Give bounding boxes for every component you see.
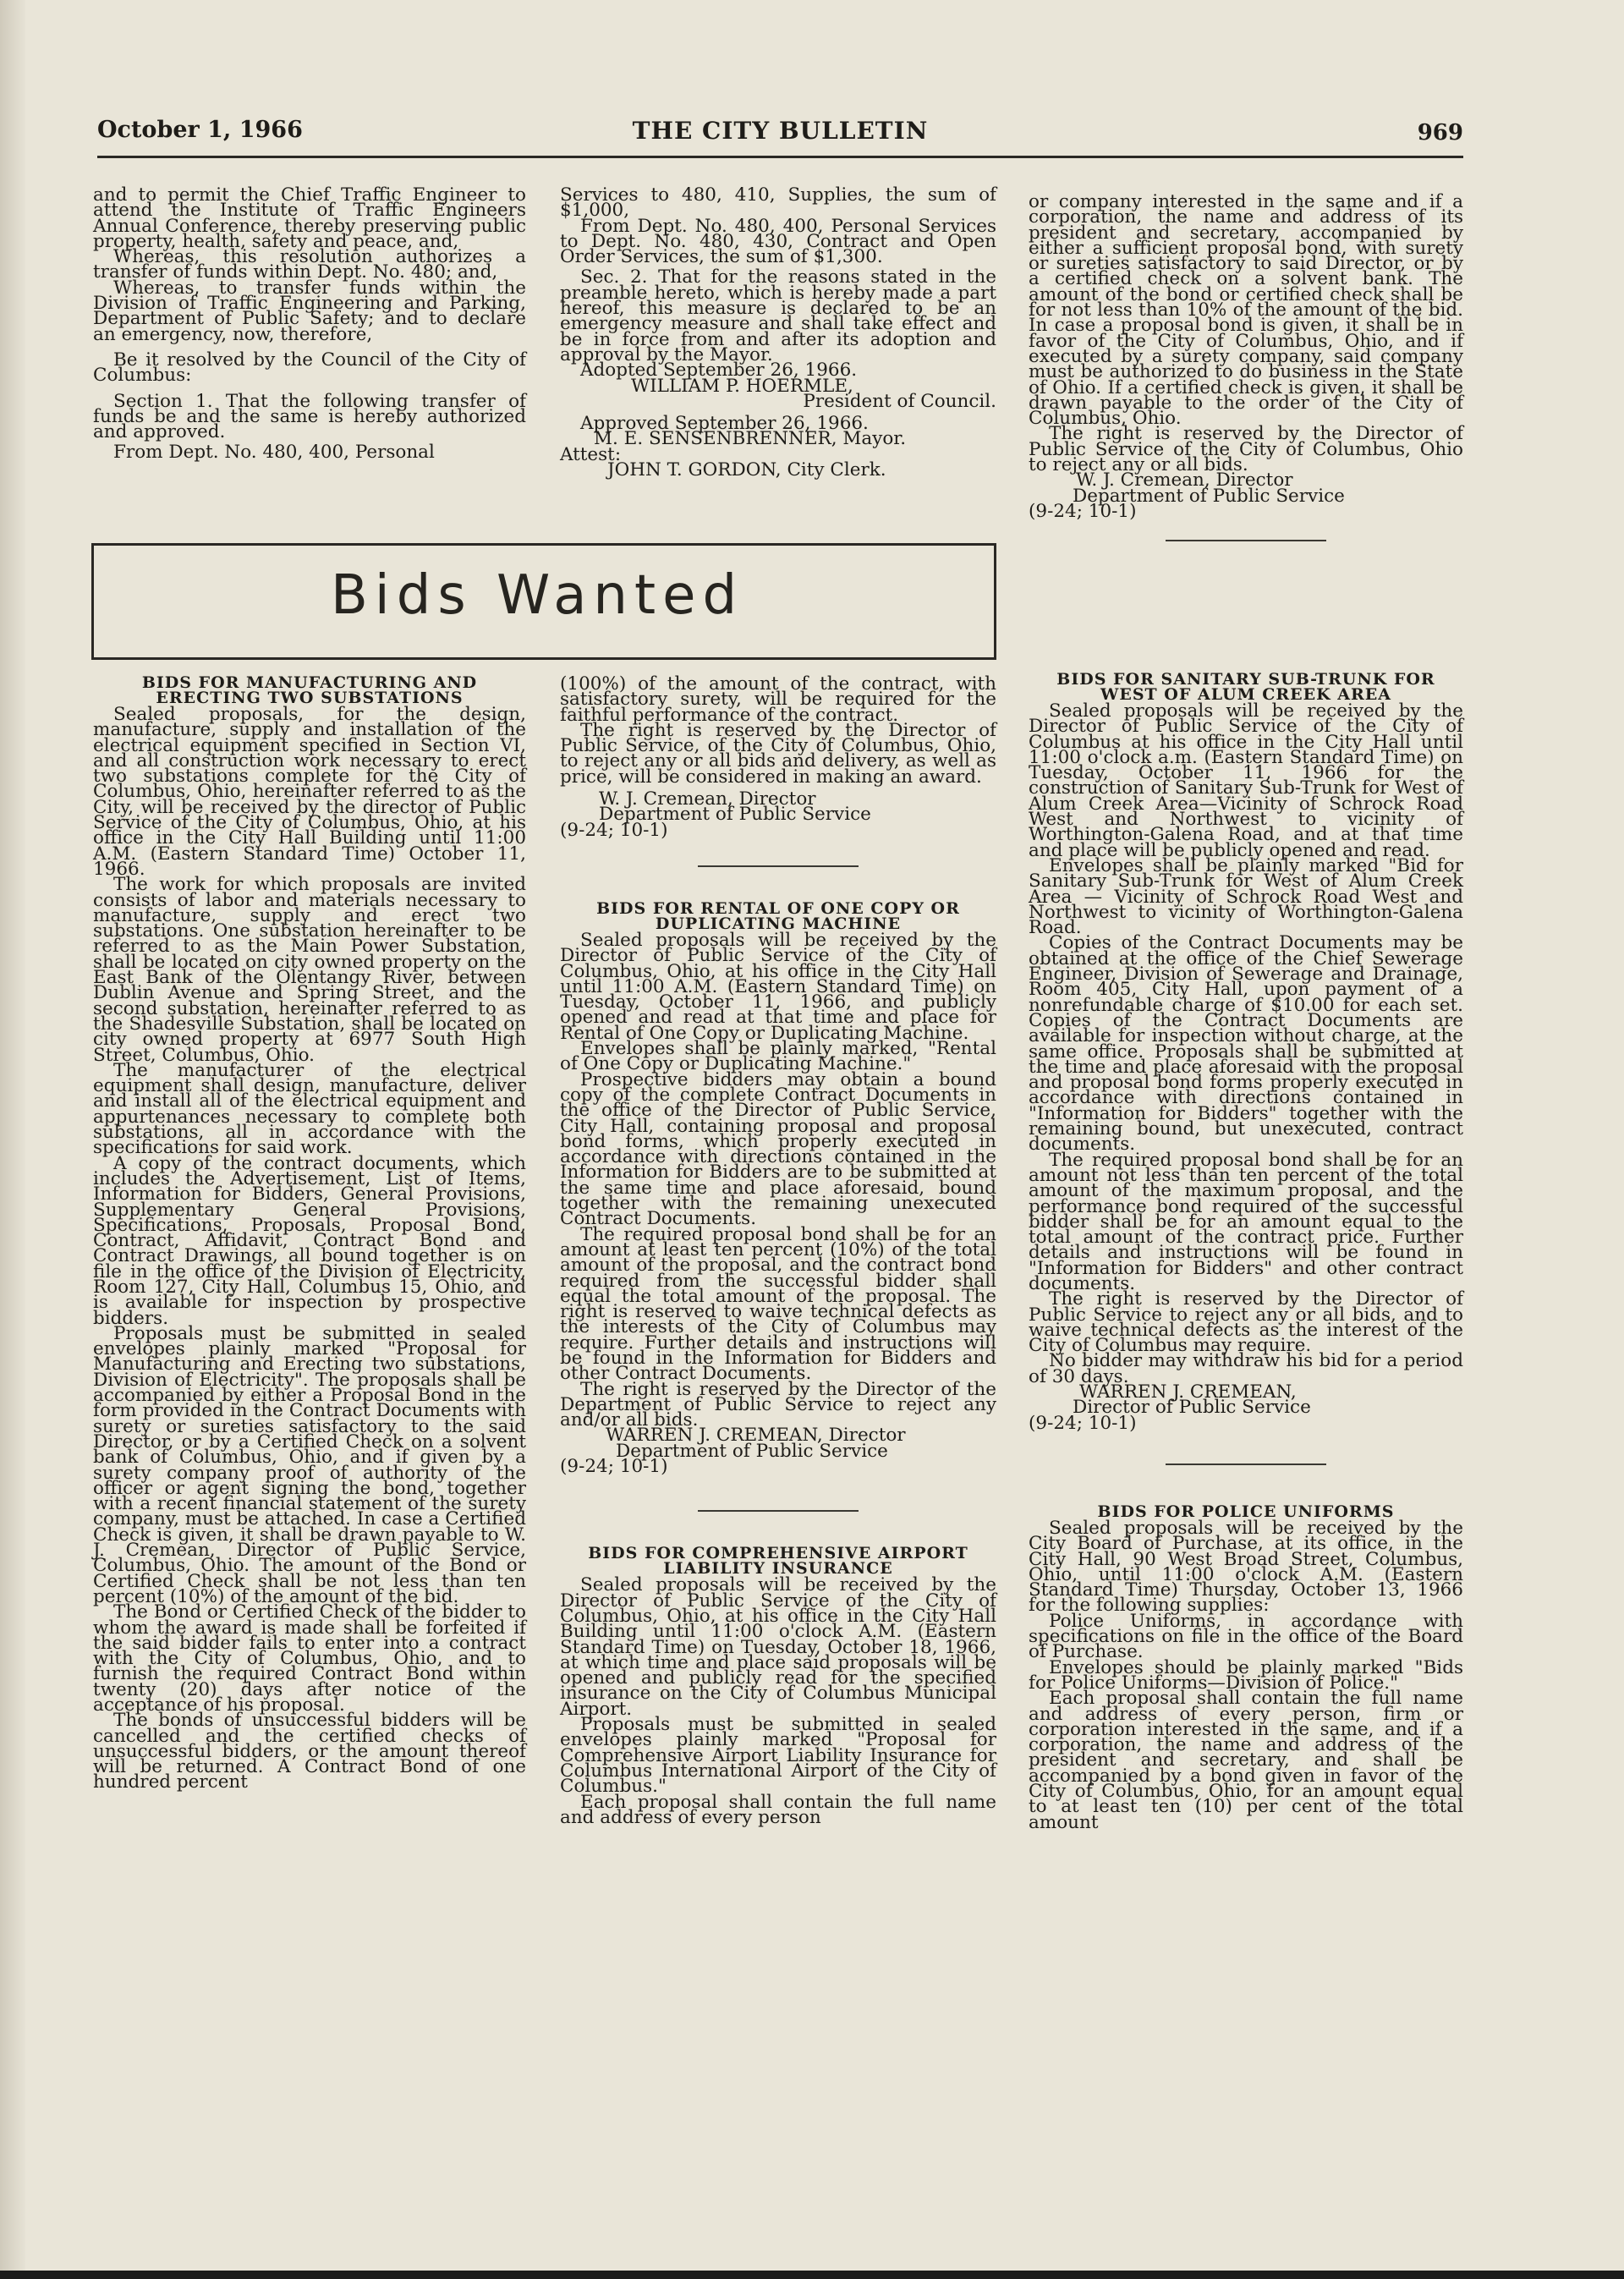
notice-heading: BIDS FOR COMPREHENSIVE AIRPORT LIABILITY INSURANCE	[588, 1544, 968, 1579]
adopted-date: Adopted September 26, 1966.	[580, 360, 858, 382]
paragraph: The right is reserved by the Director of Public Service, of the City of Columbus, Ohio, to reject any or all bids and delivery, as well as price, will be considered in making an award.	[560, 719, 996, 788]
paragraph: Proposals must be submitted in sealed envelopes plainly marked "Proposal for Manufacturing and Erecting two substations, Division of Electricity". The proposals shall be accompanied by either a Proposal Bond in the form provided in the Contract Documents with surety or sureties satisfactory to the said Director, or by a Certified Check on a solvent bank of Columbus, Ohio, and if given by a surety company proof of authority of the officer or agent signing the bond, together with a recent financial statement of the surety company, must be attached. In case a Certified Check is given, it shall be drawn payable to W. J. Cremean, Director of Public Service, Columbus, Ohio. The amount of the Bond or Certified Check shall be not less than ten percent (10%) of the amount of the bid.	[93, 1322, 526, 1607]
section-separator	[698, 865, 859, 867]
issue-date: October 1, 1966	[97, 117, 303, 143]
paragraph: or company interested in the same and if a corporation, the name and address of its president and secretary, accompanied by either a sufficient proposal bond, with surety or sureties satisfactory to said Director, or by a certified check on a solvent bank. The amount of the bond or certified check shall be for not less than 10% of the amount of the bid. In case a proposal bond is given, it shall be in favor of the City of Columbus, Ohio, and if executed by a surety company, said company must be authorized to do business in the State of Ohio. If a certified check is given, it shall be drawn payable to the order of the City of Columbus, Ohio.	[1029, 191, 1463, 430]
signature-title: Department of Public Service	[616, 1440, 888, 1462]
paragraph: The right is reserved by the Director of Public Service to reject any or all bids, and to waive technical defects as the interest of the City of Columbus may require.	[1029, 1288, 1463, 1357]
signature-title: President of Council.	[803, 390, 996, 412]
top-right-column	[1029, 191, 1463, 563]
paragraph: The right is reserved by the Director of Public Service of the City of Columbus, Ohio to reject any or all bids.	[1029, 423, 1463, 476]
paragraph: Sealed proposals will be received by the Director of Public Service of the City of Columbus, Ohio, at his office in the City Hall Building until 11:00 o'clock A.M. (Eastern Standard Time) on Tuesday, October 18, 1966, at which time and place said proposals will be opened and publicly read for the specified insurance on the City of Columbus Municipal Airport.	[560, 1574, 996, 1720]
ordinance-column-2	[560, 184, 996, 481]
paragraph: Copies of the Contract Documents may be obtained at the office of the Chief Sewerage Engineer, Division of Sewerage and Drainage, Room 405, City Hall, upon payment of a nonrefundable charge of $10.00 for each set. Copies of the Contract Documents are available for inspection without charge, at the same office. Proposals shall be submitted at the time and place aforesaid with the proposal and proposal bond forms properly executed in accordance with directions contained in "Information for Bidders" together with the remaining bound, but unexecuted, contract documents.	[1029, 932, 1463, 1156]
scan-bottom-edge	[0, 2271, 1624, 2279]
middle-column	[560, 673, 996, 1828]
section-separator	[1166, 540, 1326, 541]
paragraph: Proposals must be submitted in sealed envelopes plainly marked "Proposal for Comprehensive Airport Liability Insurance for Columbus International Airport of the City of Columbus."	[560, 1714, 996, 1798]
page-edge-shadow	[0, 0, 25, 2279]
paragraph: The work for which proposals are invited consists of labor and materials necessary to manufacture, supply and erect two substations. One substation hereinafter to be referred to as the Main Power Substation, shall be located on city owned property on the East Bank of the Olentangy River, between Dublin Avenue and Spring Street, and the second substation, hereinafter referred to as the Shadesville Substation, shall be located on city owned property at 6977 South High Street, Columbus, Ohio.	[93, 874, 526, 1066]
paragraph: Be it resolved by the Council of the City of Columbus:	[93, 349, 526, 387]
banner-title: Bids Wanted	[331, 564, 744, 627]
mayor-signature: M. E. SENSENBRENNER, Mayor.	[594, 428, 907, 450]
paragraph: The Bond or Certified Check of the bidder to whom the award is made shall be forfeited if the said bidder fails to enter into a contract with the City of Columbus, Ohio, and to furnish the required Contract Bond within twenty (20) days after notice of the acceptance of his proposal.	[93, 1601, 526, 1716]
page-header	[97, 112, 1463, 154]
date-codes: (9-24; 10-1)	[560, 819, 668, 841]
paragraph: From Dept. No. 480, 400, Personal Services to Dept. No. 480, 430, Contract and Open Order Services, the sum of $1,300.	[560, 215, 996, 268]
paragraph: Sealed proposals will be received by the City Board of Purchase, at its office, in the City Hall, 90 West Broad Street, Columbus, Ohio, until 11:00 o'clock A.M. (Eastern Standard Time) Thursday, October 13, 1966 for the following supplies:	[1029, 1517, 1463, 1617]
date-codes: (9-24; 10-1)	[560, 1456, 668, 1478]
paragraph: Envelopes should be plainly marked "Bids for Police Uniforms—Division of Police."	[1029, 1656, 1463, 1694]
notice-heading: BIDS FOR RENTAL OF ONE COPY OR DUPLICATING MACHINE	[596, 898, 960, 933]
section-separator	[698, 1510, 859, 1512]
page-number: 969	[1417, 120, 1463, 146]
paragraph: A copy of the contract documents, which includes the Advertisement, List of Items, Information for Bidders, General Provisions, Supplementary General Provisions, Specifications, Proposals, Proposal Bond, Contract, Affidavit, Contract Bond and Contract Drawings, all bound together is on file in the office of the Division of Electricity, Room 127, City Hall, Columbus 15, Ohio, and is available for inspection by prospective bidders.	[93, 1152, 526, 1329]
paragraph: Whereas, to transfer funds within the Division of Traffic Engineering and Parking, Department of Public Safety; and to declare an emergency, now, therefore,	[93, 277, 526, 345]
paragraph: Envelopes shall be plainly marked, "Rental of One Copy or Duplicating Machine."	[560, 1038, 996, 1075]
date-codes: (9-24; 10-1)	[1029, 500, 1137, 522]
paragraph: (100%) of the amount of the contract, with satisfactory surety, will be required for the faithful performance of the contract.	[560, 673, 996, 726]
signature-title: Department of Public Service	[599, 804, 871, 826]
notice-heading: BIDS FOR POLICE UNIFORMS	[1097, 1502, 1395, 1521]
paragraph: Sec. 2. That for the reasons stated in the preamble hereto, which is hereby made a part hereof, this measure is declared to be an emergency measure and shall take effect and be in force from and after its adoption and approval by the Mayor.	[560, 266, 996, 365]
paragraph: Sealed proposals will be received by the Director of Public Service of the City of Columbus at his office in the City Hall until 11:00 o'clock a.m. (Eastern Standard Time) on Tuesday, October 11, 1966 for the construction of Sanitary Sub-Trunk for West of Alum Creek Area—Vicinity of Schrock Road West and Northwest to vicinity of Worthington-Galena Road, and at that time and place will be publicly opened and read.	[1029, 700, 1463, 861]
paragraph: and to permit the Chief Traffic Engineer to attend the Institute of Traffic Engineers Annual Conference, thereby preserving public property, health, safety and peace, and,	[93, 184, 526, 252]
clerk-signature: JOHN T. GORDON, City Clerk.	[607, 459, 886, 481]
signature-title: Department of Public Service	[1073, 485, 1345, 507]
paragraph: Prospective bidders may obtain a bound copy of the complete Contract Documents in the office of the Director of Public Service, City Hall, containing proposal and proposal bond forms, which properly executed in accordance with directions contained in the Information for Bidders are to be submitted at the same time and place aforesaid, bound together with the remaining unexecuted Contract Documents.	[560, 1068, 996, 1230]
header-rule	[97, 156, 1463, 158]
paragraph: The required proposal bond shall be for an amount not less than ten percent of the total amount of the maximum proposal, and the performance bond required of the successful bidder shall be for an amount equal to the total amount of the contract price. Further details and instructions will be found in "Information for Bidders" and other contract documents.	[1029, 1149, 1463, 1294]
signature-name: WARREN J. CREMEAN,	[1079, 1381, 1297, 1403]
paragraph: The right is reserved by the Director of the Department of Public Service to reject any and/or all bids.	[560, 1378, 996, 1431]
substations-notice	[93, 675, 526, 1791]
signature-name: WILLIAM P. HOERMLE,	[631, 375, 853, 397]
paragraph: Sealed proposals, for the design, manufacture, supply and installation of the electrical equipment specified in Section VI, and all construction work necessary to erect two substations complete for the City of Columbus, Ohio, hereinafter referred to as the City, will be received by the director of Public Service of the City of Columbus, Ohio, at his office in the City Hall Building until 11:00 A.M. (Eastern Standard Time) October 11, 1966.	[93, 704, 526, 880]
signature-title: Director of Public Service	[1073, 1397, 1311, 1419]
paragraph: The manufacturer of the electrical equipment shall design, manufacture, deliver and install all of the electrical equipment and appurtenances necessary to complete both substations, all in accordance with the specifications for said work.	[93, 1059, 526, 1159]
paragraph: The bonds of unsuccessful bidders will be cancelled and the certified checks of unsuccessful bidders, or the amount thereof will be returned. A Contract Bond of one hundred percent	[93, 1710, 526, 1793]
notice-heading: BIDS FOR SANITARY SUB-TRUNK FOR WEST OF ALUM CREEK AREA	[1056, 670, 1435, 704]
ordinance-column-1	[93, 184, 526, 464]
paragraph: Sealed proposals will be received by the Director of Public Service of the City of Columbus, Ohio, at his office in the City Hall until 11:00 A.M. (Eastern Standard Time) on Tuesday, October 11, 1966, and publicly opened and read at that time and place for Rental of One Copy or Duplicating Machine.	[560, 929, 996, 1044]
paragraph: No bidder may withdraw his bid for a period of 30 days.	[1029, 1350, 1463, 1387]
paragraph: Each proposal shall contain the full name and address of every person, firm or corporation interested in the same, and if a corporation, the name and address of the president and secretary, and shall be accompanied by a bond given in favor of the City of Columbus, Ohio, for an amount equal to at least ten (10) per cent of the total amount	[1029, 1688, 1463, 1833]
approved-date: Approved September 26, 1966.	[580, 413, 869, 435]
attest-label: Attest:	[560, 443, 622, 465]
paragraph: Whereas, this resolution authorizes a transfer of funds within Dept. No. 480; and,	[93, 246, 526, 283]
paragraph: Envelopes shall be plainly marked "Bid for Sanitary Sub-Trunk for West of Alum Creek Area — Vicinity of Schrock Road West and Northwest to vicinity of Worthington-Galena Road.	[1029, 854, 1463, 939]
paragraph: From Dept. No. 480, 400, Personal	[113, 442, 435, 464]
publication-title: THE CITY BULLETIN	[632, 117, 929, 145]
signature-name: WARREN J. CREMEAN, Director	[606, 1425, 906, 1447]
paragraph: Each proposal shall contain the full name and address of every person	[560, 1791, 996, 1828]
signature-name: W. J. Cremean, Director	[599, 788, 816, 810]
date-codes: (9-24; 10-1)	[1029, 1412, 1137, 1434]
paragraph: Police Uniforms, in accordance with specifications on file in the office of the Board of Purchase.	[1029, 1610, 1463, 1663]
bids-wanted-banner	[91, 543, 996, 660]
paragraph: Services to 480, 410, Supplies, the sum of $1,000,	[560, 184, 996, 222]
paragraph: The required proposal bond shall be for an amount at least ten percent (10%) of the total amount of the proposal, and the contract bond required from the successful bidder shall equal the total amount of the proposal. The right is reserved to waive technical defects as the interests of the City of Columbus may require. Further details and instructions will be found in the Information for Bidders and other Contract Documents.	[560, 1223, 996, 1385]
section-separator	[1166, 1464, 1326, 1465]
paragraph: Section 1. That the following transfer of funds be and the same is hereby authorized and approved.	[93, 390, 526, 443]
notice-heading: BIDS FOR MANUFACTURING AND ERECTING TWO SUBSTATIONS	[141, 673, 478, 707]
right-column	[1029, 672, 1463, 1831]
signature-name: W. J. Cremean, Director	[1076, 470, 1293, 491]
